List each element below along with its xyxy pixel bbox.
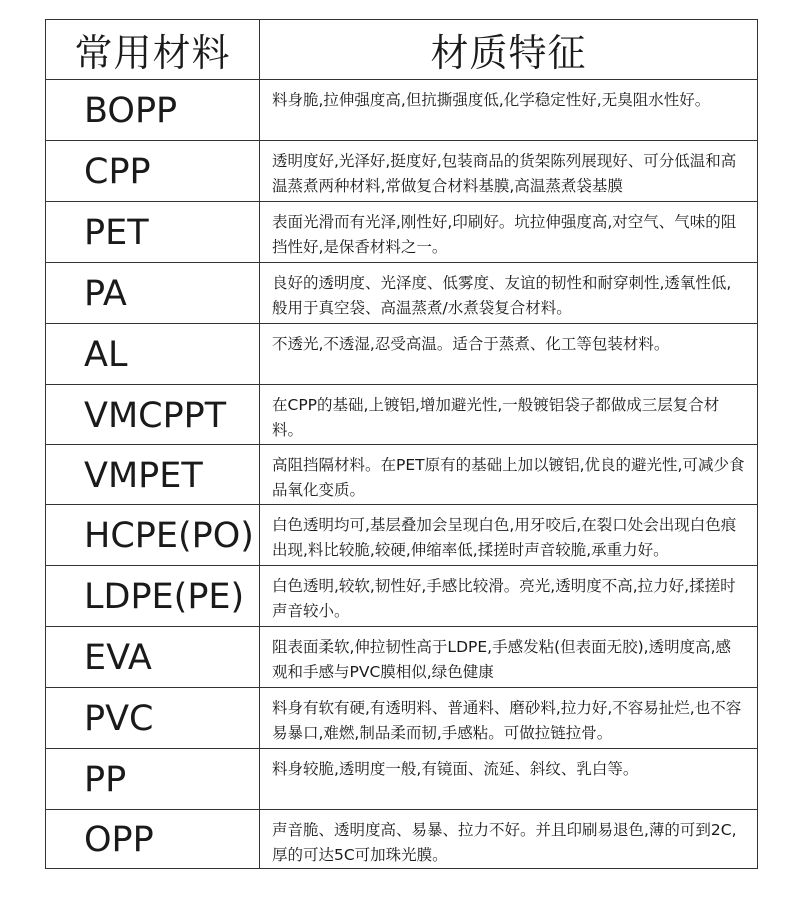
table-row: [46, 324, 758, 385]
material-desc: 透明度好,光泽好,挺度好,包装商品的货架陈列展现好、可分低温和高温蒸煮两种材料,常做复合材料基膜,高温蒸煮袋基膜: [260, 141, 758, 202]
material-name: PP: [46, 749, 260, 810]
table-row: [46, 385, 758, 445]
material-desc: 声音脆、透明度高、易暴、拉力不好。并且印刷易退色,薄的可到2C,厚的可达5C可加珠光膜。: [260, 810, 758, 869]
material-desc: 高阻挡隔材料。在PET原有的基础上加以镀铝,优良的避光性,可减少食品氧化变质。: [260, 445, 758, 505]
table-row: [46, 688, 758, 749]
material-desc: 白色透明,较软,韧性好,手感比较滑。亮光,透明度不高,拉力好,揉搓时声音较小。: [260, 566, 758, 627]
material-name: EVA: [46, 627, 260, 688]
table-row: [46, 445, 758, 505]
table-row: [46, 505, 758, 566]
material-desc: 阻表面柔软,伸拉韧性高于LDPE,手感发粘(但表面无胶),透明度高,感观和手感与PVC膜相似,绿色健康: [260, 627, 758, 688]
table-row: [46, 810, 758, 869]
table-row: [46, 627, 758, 688]
material-table-container: [45, 19, 757, 869]
header-material: 常用材料: [46, 20, 260, 80]
material-name: BOPP: [46, 80, 260, 141]
material-name: CPP: [46, 141, 260, 202]
material-desc: 在CPP的基础,上镀铝,增加避光性,一般镀铝袋子都做成三层复合材料。: [260, 385, 758, 445]
material-desc: 料身脆,拉伸强度高,但抗撕强度低,化学稳定性好,无臭阻水性好。: [260, 80, 758, 141]
table-row: [46, 749, 758, 810]
material-desc: 白色透明均可,基层叠加会呈现白色,用牙咬后,在裂口处会出现白色痕出现,料比较脆,较硬,伸缩率低,揉搓时声音较脆,承重力好。: [260, 505, 758, 566]
table-header-row: [46, 20, 758, 80]
material-name: PA: [46, 263, 260, 324]
material-desc: 料身有软有硬,有透明料、普通料、磨砂料,拉力好,不容易扯烂,也不容易暴口,难燃,制品柔而韧,手感粘。可做拉链拉骨。: [260, 688, 758, 749]
material-name: LDPE(PE): [46, 566, 260, 627]
material-name: VMCPPT: [46, 385, 260, 445]
material-desc: 良好的透明度、光泽度、低雾度、友谊的韧性和耐穿刺性,透氧性低,般用于真空袋、高温蒸煮/水煮袋复合材料。: [260, 263, 758, 324]
material-name: OPP: [46, 810, 260, 869]
table-row: [46, 263, 758, 324]
table-row: [46, 80, 758, 141]
material-name: VMPET: [46, 445, 260, 505]
table-row: [46, 202, 758, 263]
table-row: [46, 566, 758, 627]
header-feature: 材质特征: [260, 20, 758, 80]
material-desc: 表面光滑而有光泽,刚性好,印刷好。坑拉伸强度高,对空气、气味的阻挡性好,是保香材料之一。: [260, 202, 758, 263]
material-name: PVC: [46, 688, 260, 749]
material-table: [45, 19, 758, 869]
material-name: AL: [46, 324, 260, 385]
material-name: HCPE(PO): [46, 505, 260, 566]
table-row: [46, 141, 758, 202]
material-name: PET: [46, 202, 260, 263]
material-desc: 不透光,不透湿,忍受高温。适合于蒸煮、化工等包装材料。: [260, 324, 758, 385]
material-desc: 料身较脆,透明度一般,有镜面、流延、斜纹、乳白等。: [260, 749, 758, 810]
